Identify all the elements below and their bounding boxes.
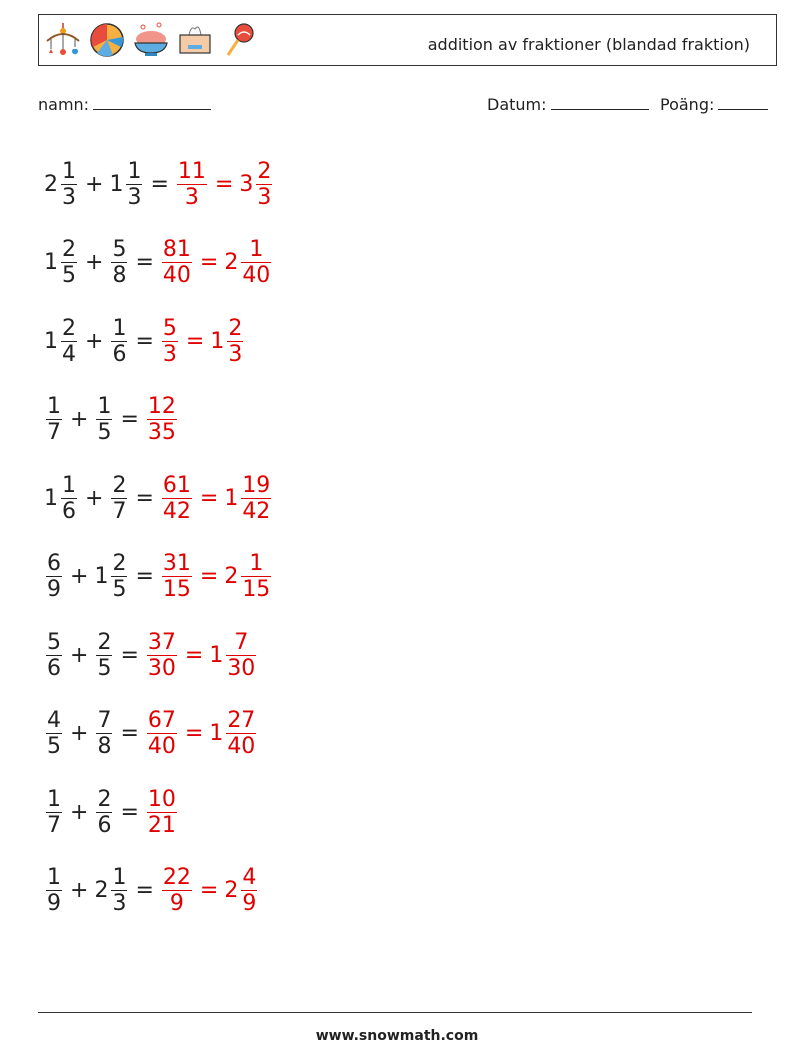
numerator: 1 (47, 865, 61, 891)
problem-list (44, 145, 274, 930)
answer (175, 159, 274, 210)
answer (160, 865, 259, 916)
denominator: 5 (62, 263, 76, 289)
plus-sign: + (85, 328, 104, 354)
mixed-result (239, 159, 274, 210)
addend-1 (44, 394, 64, 445)
whole-number: 1 (44, 328, 58, 354)
denominator: 35 (147, 420, 176, 446)
whole-number: 1 (44, 485, 58, 511)
header-icons (43, 19, 259, 61)
name-label: namn: (38, 95, 90, 114)
fraction (147, 787, 177, 838)
problem-row (44, 145, 274, 224)
fraction (147, 708, 177, 759)
tissue-box-icon (175, 19, 215, 61)
fraction (227, 316, 243, 367)
numerator: 2 (97, 629, 112, 655)
problem-row (44, 224, 274, 303)
numerator: 5 (47, 629, 61, 655)
numerator: 31 (162, 551, 191, 577)
whole-number: 1 (209, 642, 224, 668)
denominator: 30 (147, 655, 176, 681)
addend-2 (94, 630, 114, 681)
date-label: Datum: (487, 95, 547, 114)
fraction (61, 159, 77, 210)
answer (160, 473, 273, 524)
whole-number: 2 (224, 564, 239, 590)
addend-2 (109, 237, 129, 288)
numerator: 37 (147, 629, 176, 655)
whole-number: 1 (44, 250, 58, 276)
fraction (61, 473, 77, 524)
answer (145, 787, 179, 838)
denominator: 5 (97, 420, 112, 446)
plus-sign: + (70, 878, 89, 904)
denominator: 6 (112, 341, 127, 367)
numerator: 1 (62, 158, 76, 184)
equals-sign: = (120, 407, 139, 433)
addend-1 (44, 787, 64, 838)
numerator: 4 (47, 708, 61, 734)
equals-sign: = (150, 171, 169, 197)
addend-2 (94, 865, 129, 916)
equals-sign: = (199, 878, 219, 904)
addend-1 (44, 630, 64, 681)
score-label: Poäng: (660, 95, 715, 114)
numerator: 7 (97, 708, 112, 734)
fraction (111, 865, 127, 916)
denominator: 5 (47, 734, 61, 760)
fraction (46, 787, 62, 838)
numerator: 6 (47, 551, 61, 577)
numerator: 2 (62, 315, 76, 341)
improper-result (145, 708, 179, 759)
problem-row (44, 381, 274, 460)
equals-sign: = (185, 328, 205, 354)
fraction (162, 865, 192, 916)
fraction (46, 708, 62, 759)
fraction (241, 865, 257, 916)
plus-sign: + (85, 171, 104, 197)
addend-1 (44, 316, 79, 367)
plus-sign: + (85, 250, 104, 276)
equals-sign: = (199, 485, 219, 511)
numerator: 1 (62, 472, 76, 498)
denominator: 40 (242, 263, 271, 289)
answer (145, 630, 258, 681)
denominator: 7 (112, 498, 127, 524)
fraction (111, 473, 127, 524)
equals-sign: = (214, 171, 234, 197)
numerator: 1 (112, 315, 127, 341)
fraction (46, 394, 62, 445)
problem-row (44, 302, 274, 381)
cake-bowl-icon (131, 19, 171, 61)
fraction (162, 316, 178, 367)
denominator: 6 (47, 655, 61, 681)
improper-result (160, 237, 194, 288)
date-field[interactable] (487, 93, 649, 114)
denominator: 15 (242, 577, 271, 603)
denominator: 40 (227, 734, 256, 760)
addend-1 (44, 473, 79, 524)
numerator: 67 (147, 708, 176, 734)
denominator: 9 (47, 577, 61, 603)
whole-number: 1 (210, 328, 225, 354)
denominator: 9 (242, 891, 257, 917)
problem-row (44, 459, 274, 538)
numerator: 5 (162, 315, 177, 341)
numerator: 1 (112, 865, 127, 891)
equals-sign: = (135, 878, 154, 904)
improper-result (145, 630, 179, 681)
fraction (126, 159, 142, 210)
fraction (177, 159, 207, 210)
problem-row (44, 616, 274, 695)
denominator: 3 (162, 341, 177, 367)
denominator: 9 (47, 891, 61, 917)
problem-row (44, 695, 274, 774)
plus-sign: + (70, 564, 89, 590)
date-line[interactable] (551, 93, 649, 110)
whole-number: 1 (109, 171, 124, 197)
equals-sign: = (120, 721, 139, 747)
addend-2 (109, 473, 129, 524)
numerator: 1 (47, 394, 61, 420)
addend-2 (94, 787, 114, 838)
answer (145, 708, 258, 759)
name-field[interactable] (38, 93, 211, 114)
problem-row (44, 852, 274, 931)
fraction (61, 316, 77, 367)
whole-number: 2 (224, 250, 239, 276)
numerator: 2 (228, 315, 243, 341)
addend-1 (44, 865, 64, 916)
addend-1 (44, 708, 64, 759)
denominator: 3 (228, 341, 243, 367)
footer-url: www.snowmath.com (315, 1028, 479, 1044)
fraction (256, 159, 272, 210)
numerator: 12 (147, 394, 176, 420)
addend-1 (44, 237, 79, 288)
whole-number: 1 (209, 721, 224, 747)
denominator: 7 (47, 420, 61, 446)
denominator: 42 (242, 498, 271, 524)
fraction (96, 787, 112, 838)
fraction (241, 237, 271, 288)
mixed-result (209, 630, 258, 681)
plus-sign: + (70, 642, 89, 668)
whole-number: 2 (94, 878, 109, 904)
baby-mobile-icon (43, 19, 83, 61)
equals-sign: = (184, 642, 204, 668)
improper-result (160, 551, 194, 602)
denominator: 3 (112, 891, 127, 917)
numerator: 61 (162, 472, 191, 498)
whole-number: 3 (239, 171, 254, 197)
improper-result (145, 787, 179, 838)
fraction (96, 630, 112, 681)
equals-sign: = (135, 250, 154, 276)
numerator: 10 (147, 786, 176, 812)
numerator: 7 (234, 629, 249, 655)
addend-1 (44, 551, 64, 602)
fraction (111, 237, 127, 288)
fraction (46, 630, 62, 681)
whole-number: 1 (224, 485, 239, 511)
numerator: 1 (47, 786, 61, 812)
fraction (96, 708, 112, 759)
denominator: 21 (147, 812, 176, 838)
numerator: 4 (242, 865, 257, 891)
equals-sign: = (120, 799, 139, 825)
equals-sign: = (184, 721, 204, 747)
fraction (241, 551, 271, 602)
numerator: 11 (177, 158, 206, 184)
footer-divider (38, 1012, 752, 1013)
denominator: 3 (184, 184, 199, 210)
denominator: 6 (97, 812, 112, 838)
mixed-result (224, 473, 273, 524)
score-field[interactable] (660, 93, 768, 114)
equals-sign: = (135, 328, 154, 354)
numerator: 1 (127, 158, 142, 184)
denominator: 30 (227, 655, 256, 681)
denominator: 5 (112, 577, 127, 603)
fraction (226, 708, 256, 759)
numerator: 1 (97, 394, 112, 420)
worksheet-title: addition av fraktioner (blandad fraktion) (427, 35, 750, 54)
denominator: 3 (127, 184, 142, 210)
mixed-result (224, 865, 259, 916)
denominator: 40 (162, 263, 191, 289)
denominator: 15 (162, 577, 191, 603)
denominator: 7 (47, 812, 61, 838)
beach-ball-icon (87, 19, 127, 61)
numerator: 22 (162, 865, 191, 891)
denominator: 3 (257, 184, 272, 210)
equals-sign: = (199, 564, 219, 590)
denominator: 9 (169, 891, 184, 917)
plus-sign: + (70, 799, 89, 825)
equals-sign: = (135, 564, 154, 590)
plus-sign: + (70, 721, 89, 747)
answer (160, 551, 273, 602)
name-line[interactable] (93, 93, 211, 110)
denominator: 8 (97, 734, 112, 760)
fraction (61, 237, 77, 288)
fraction (111, 551, 127, 602)
denominator: 6 (62, 498, 76, 524)
improper-result (160, 865, 194, 916)
numerator: 1 (249, 551, 264, 577)
improper-result (145, 394, 179, 445)
numerator: 2 (112, 472, 127, 498)
whole-number: 2 (44, 171, 58, 197)
equals-sign: = (120, 642, 139, 668)
addend-2 (94, 394, 114, 445)
answer (145, 394, 179, 445)
improper-result (175, 159, 209, 210)
mixed-result (209, 708, 258, 759)
rattle-icon (219, 19, 259, 61)
fraction (111, 316, 127, 367)
fraction (226, 630, 256, 681)
numerator: 2 (112, 551, 127, 577)
equals-sign: = (135, 485, 154, 511)
addend-2 (94, 708, 114, 759)
addend-2 (109, 316, 129, 367)
header-box (38, 14, 777, 66)
whole-number: 2 (224, 878, 239, 904)
fraction (162, 237, 192, 288)
denominator: 8 (112, 263, 127, 289)
fraction (96, 394, 112, 445)
problem-row (44, 538, 274, 617)
denominator: 42 (162, 498, 191, 524)
equals-sign: = (199, 250, 219, 276)
numerator: 27 (227, 708, 256, 734)
whole-number: 1 (94, 564, 109, 590)
addend-2 (109, 159, 144, 210)
plus-sign: + (70, 407, 89, 433)
score-line[interactable] (718, 93, 768, 110)
denominator: 40 (147, 734, 176, 760)
problem-row (44, 773, 274, 852)
numerator: 2 (257, 158, 272, 184)
improper-result (160, 473, 194, 524)
denominator: 4 (62, 341, 76, 367)
mixed-result (224, 237, 273, 288)
answer (160, 237, 273, 288)
fraction (147, 394, 177, 445)
numerator: 1 (249, 237, 264, 263)
addend-1 (44, 159, 79, 210)
numerator: 5 (112, 237, 127, 263)
improper-result (160, 316, 180, 367)
numerator: 19 (242, 472, 271, 498)
plus-sign: + (85, 485, 104, 511)
fraction (46, 551, 62, 602)
denominator: 3 (62, 184, 76, 210)
fraction (147, 630, 177, 681)
mixed-result (224, 551, 273, 602)
numerator: 81 (162, 237, 191, 263)
fraction (162, 473, 192, 524)
fraction (162, 551, 192, 602)
fraction (46, 865, 62, 916)
numerator: 2 (97, 786, 112, 812)
numerator: 2 (62, 237, 76, 263)
mixed-result (210, 316, 245, 367)
fraction (241, 473, 271, 524)
addend-2 (94, 551, 129, 602)
answer (160, 316, 245, 367)
denominator: 5 (97, 655, 112, 681)
